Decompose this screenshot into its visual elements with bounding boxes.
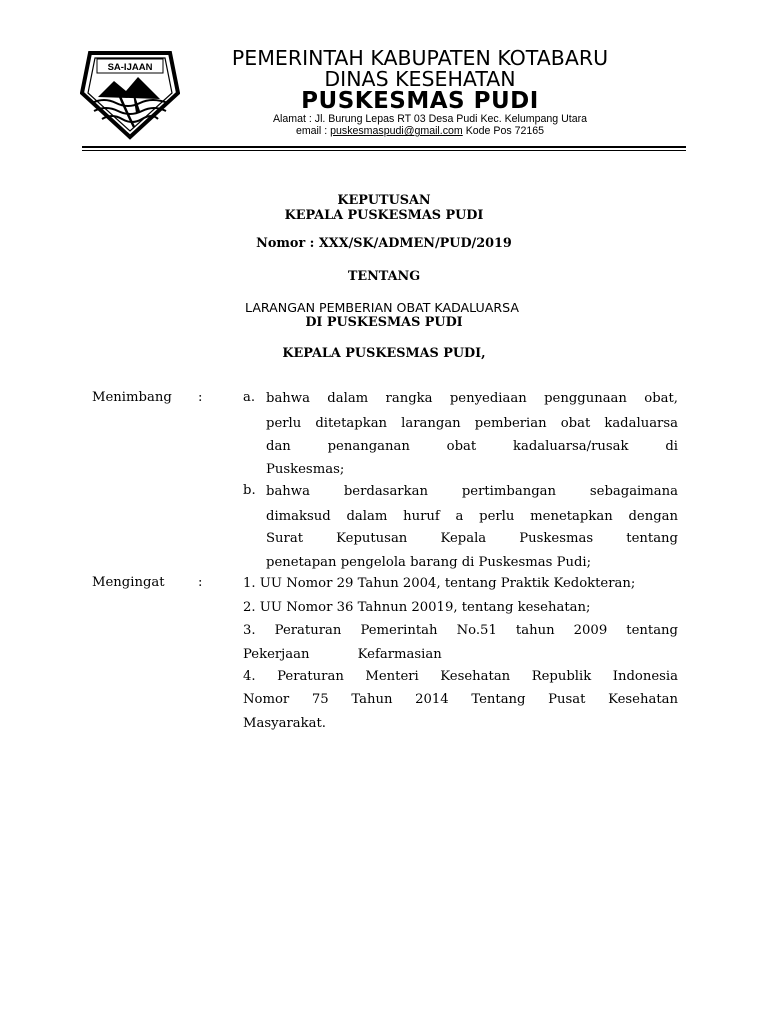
mengingat-item: 1. UU Nomor 29 Tahun 2004, tentang Praktik Kedokteran; bbox=[243, 576, 636, 591]
email-prefix: email : bbox=[295, 125, 331, 137]
kop-rule-thick bbox=[82, 146, 686, 148]
mengingat-label: Mengingat bbox=[92, 575, 165, 590]
menimbang-b-marker: b. bbox=[243, 483, 256, 498]
title-subject-2: DI PUSKESMAS PUDI bbox=[305, 315, 463, 330]
title-tentang: TENTANG bbox=[347, 269, 421, 284]
kop-dinas: DINAS KESEHATAN bbox=[324, 67, 516, 91]
title-kepala-2: KEPALA PUSKESMAS PUDI, bbox=[282, 346, 486, 361]
menimbang-b-line: bahwa berdasarkan pertimbangan sebagaimana bbox=[266, 484, 678, 499]
mengingat-item: 4. Peraturan Menteri Kesehatan Republik Indonesia bbox=[243, 669, 678, 684]
title-subject-1: LARANGAN PEMBERIAN OBAT KADALUARSA bbox=[245, 300, 519, 315]
mengingat-item: Nomor 75 Tahun 2014 Tentang Pusat Kesehatan bbox=[243, 692, 678, 707]
title-kepala: KEPALA PUSKESMAS PUDI bbox=[284, 208, 484, 223]
mengingat-item: Pekerjaan Kefarmasian bbox=[243, 647, 442, 662]
menimbang-b-line: penetapan pengelola barang di Puskesmas Pudi; bbox=[266, 555, 592, 570]
mengingat-item: 2. UU Nomor 36 Tahnun 20019, tentang kesehatan; bbox=[243, 600, 591, 615]
kop-contact bbox=[170, 125, 670, 137]
menimbang-a-line: perlu ditetapkan larangan pemberian obat kadaluarsa bbox=[266, 416, 678, 431]
menimbang-a-line: dan penanganan obat kadaluarsa/rusak di bbox=[266, 439, 678, 454]
kop-puskesmas: PUSKESMAS PUDI bbox=[301, 88, 539, 114]
mengingat-item: Masyarakat. bbox=[243, 716, 326, 731]
menimbang-label: Menimbang bbox=[92, 390, 172, 405]
mengingat-item: 3. Peraturan Pemerintah No.51 tahun 2009 tentang bbox=[243, 623, 678, 638]
kop-rule-thin bbox=[82, 150, 686, 151]
kabupaten-kotabaru-logo bbox=[80, 47, 180, 140]
kop-address: Alamat : Jl. Burung Lepas RT 03 Desa Pudi Kec. Kelumpang Utara bbox=[272, 113, 588, 125]
mengingat-colon: : bbox=[198, 575, 203, 590]
menimbang-b-line: dimaksud dalam huruf a perlu menetapkan dengan bbox=[266, 509, 678, 524]
title-keputusan: KEPUTUSAN bbox=[337, 193, 431, 208]
menimbang-a-line: Puskesmas; bbox=[266, 462, 345, 477]
menimbang-a-marker: a. bbox=[243, 390, 256, 405]
kop-pemerintah: PEMERINTAH KABUPATEN KOTABARU bbox=[231, 46, 609, 70]
menimbang-colon: : bbox=[198, 390, 203, 405]
menimbang-b-line: Surat Keputusan Kepala Puskesmas tentang bbox=[266, 531, 678, 546]
postcode: Kode Pos 72165 bbox=[462, 125, 545, 137]
title-nomor: Nomor : XXX/SK/ADMEN/PUD/2019 bbox=[256, 236, 512, 251]
email-link[interactable]: puskesmaspudi@gmail.com bbox=[330, 125, 463, 137]
logo-text: SA-IJAAN bbox=[107, 62, 153, 73]
menimbang-a-line: bahwa dalam rangka penyediaan penggunaan obat, bbox=[266, 391, 678, 406]
